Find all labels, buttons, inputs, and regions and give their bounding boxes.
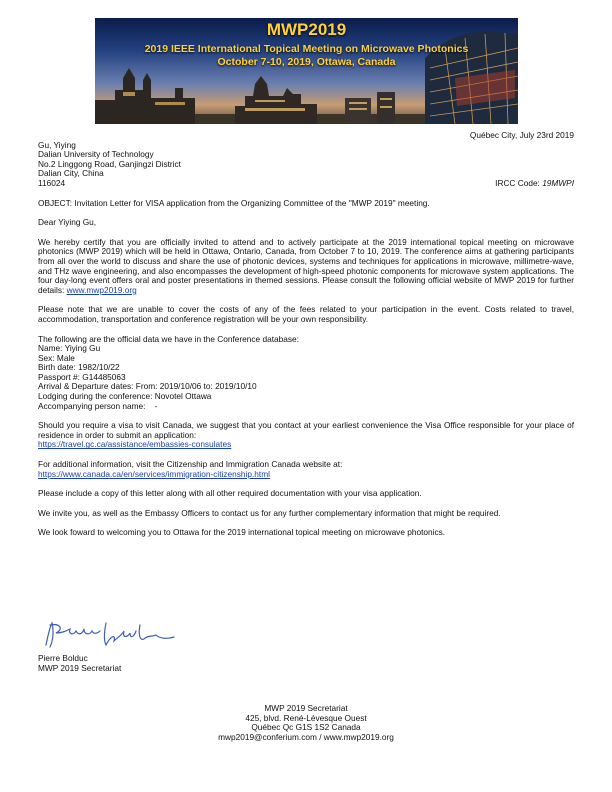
conference-banner	[95, 18, 518, 124]
object-line: OBJECT: Invitation Letter for VISA application from the Organizing Committee of the "MWP 2019" meeting.	[38, 197, 430, 208]
letter-body	[38, 131, 574, 538]
footer-city: Québec Qc G1S 1S2 Canada	[251, 722, 361, 733]
recipient-street: No.2 Linggong Road, Ganjingzi District	[38, 158, 181, 169]
paragraph-costs: Please note that we are unable to cover the costs of any of the fees related to your participation in the event. Costs related to travel, accommodation, transportation and conference registration will be your own responsibility.	[38, 304, 574, 324]
signer-title: MWP 2019 Secretariat	[38, 662, 122, 673]
paragraph-welcome: We look foward to welcoming you to Ottawa for the 2019 international topical meeting on microwave photonics.	[38, 527, 446, 538]
recipient-address	[38, 141, 574, 189]
banner-dates: October 7-10, 2019, Ottawa, Canada	[217, 56, 396, 68]
data-line-name: Name: Yiying Gu	[38, 343, 101, 354]
data-line-birth-date: Birth date: 1982/10/22	[38, 362, 120, 373]
letter-date: Québec City, July 23rd 2019	[469, 130, 574, 140]
paragraph-include-copy: Please include a copy of this letter along with all other required documentation with your visa application.	[38, 488, 422, 499]
paragraph-invitation	[38, 238, 574, 296]
data-line-passport: Passport #: G14485063	[38, 371, 126, 382]
data-line-accompanying: Accompanying person name: -	[38, 400, 158, 411]
recipient-org: Dalian University of Technology	[38, 149, 154, 160]
data-line-sex: Sex: Male	[38, 352, 75, 363]
handwritten-signature	[40, 617, 180, 651]
paragraph-visa	[38, 421, 574, 450]
ircc-code-line	[495, 179, 574, 189]
paragraph-contact: We invite you, as well as the Embassy Officers to contact us for any further complementary information that might be required.	[38, 507, 501, 518]
website-link[interactable]: www.mwp2019.org	[66, 284, 137, 295]
data-line-dates: Arrival & Departure dates: From: 2019/10/06 to: 2019/10/10	[38, 381, 257, 392]
ircc-code-label: IRCC Code:	[495, 177, 540, 188]
salutation: Dear Yiying Gu,	[38, 217, 97, 228]
recipient-postcode: 116024	[38, 177, 66, 188]
signer-name: Pierre Bolduc	[38, 653, 88, 663]
embassies-link[interactable]: https://travel.gc.ca/assistance/embassies-consulates	[38, 439, 232, 450]
paragraph-immigration	[38, 460, 574, 479]
banner-title: MWP2019	[266, 20, 347, 39]
footer-contact: mwp2019@conferium.com / www.mwp2019.org	[218, 731, 394, 742]
letter-footer	[0, 704, 612, 742]
banner-subtitle: 2019 IEEE International Topical Meeting on Microwave Photonics	[144, 43, 469, 55]
recipient-name: Gu, Yiying	[38, 139, 76, 150]
footer-street: 425, blvd. René-Lévesque Ouest	[245, 712, 367, 723]
data-line-lodging: Lodging during the conference: Novotel Ottawa	[38, 391, 212, 402]
footer-secretariat: MWP 2019 Secretariat	[264, 703, 348, 713]
paragraph-invitation-text: We hereby certify that you are officially invited to attend and to actively participate at the 2019 international topical meeting on microwave photonics (MWP 2019) which will be held in Ottawa, Ontario, Canada, from October 7 to 10, 2019. The conference aims at gathering participants from all over the world to discuss and share the use of photonic devices, systems and techniques for applications in microwave, millimetre-wave, and THz wave engineering, and also encompasses the development of high-speed photonic components for microwave system applications. The four day-long event offers oral and poster presentations in themed sessions. Please consult the following official website of MWP 2019 for further details:	[38, 236, 574, 295]
paragraph-immigration-text: For additional information, visit the Citizenship and Immigration Canada website at:	[38, 459, 343, 470]
recipient-city: Dalian City, China	[38, 168, 104, 179]
data-intro: The following are the official data we have in the Conference database:	[38, 333, 299, 344]
signer-block	[38, 654, 121, 673]
participant-data	[38, 335, 574, 412]
paragraph-visa-text: Should you require a visa to visit Canada, we suggest that you contact at your earliest convenience the Visa Office responsible for your place of residence in order to submit an application:	[38, 420, 574, 440]
ircc-code: 19MWPI	[542, 177, 574, 188]
immigration-link[interactable]: https://www.canada.ca/en/services/immigration-citizenship.html	[38, 468, 270, 479]
